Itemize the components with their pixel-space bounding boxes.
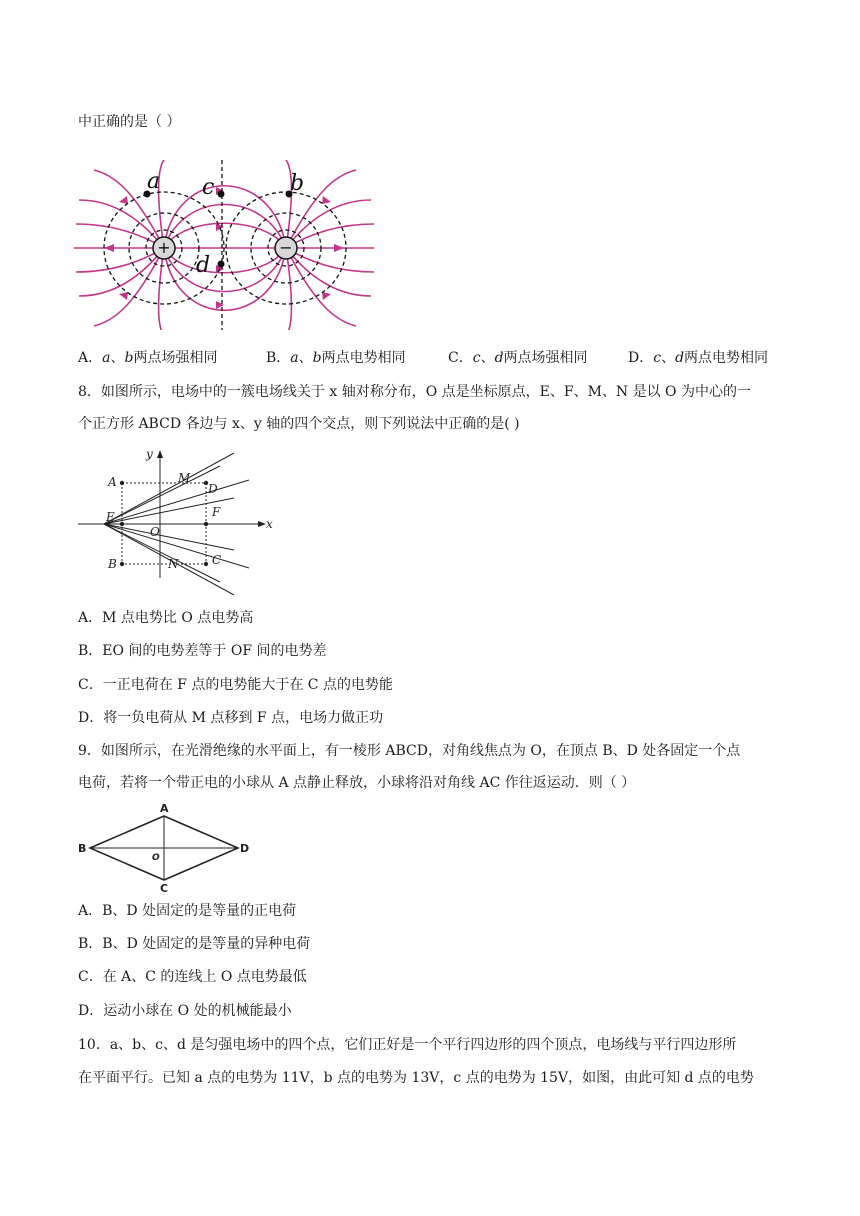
q8-option-b[interactable]: B．EO 间的电势差等于 OF 间的电势差 <box>78 643 327 659</box>
point-a-label: a <box>147 169 161 194</box>
q9-stem-line1: 9．如图所示，在光滑绝缘的水平面上，有一棱形 ABCD，对角线焦点为 O，在顶点 B、D 处各固定一个点 <box>78 743 741 759</box>
point-b-label: b <box>290 171 305 196</box>
point-d-label: d <box>196 253 211 278</box>
vertex-C-label: C <box>160 882 169 892</box>
positive-charge-label: + <box>157 238 171 257</box>
q9-option-a[interactable]: A．B、D 处固定的是等量的正电荷 <box>78 903 297 919</box>
q9-option-d[interactable]: D．运动小球在 O 处的机械能最小 <box>78 1003 292 1019</box>
q7-option-c[interactable]: C．c、d两点场强相同 <box>448 350 588 366</box>
point-O-label: O <box>150 525 160 539</box>
q8-option-a[interactable]: A．M 点电势比 O 点电势高 <box>78 610 254 626</box>
q9-stem-line2: 电荷，若将一个带正电的小球从 A 点静止释放，小球将沿对角线 AC 作往返运动．则（ ） <box>78 775 636 791</box>
point-D-label: D <box>208 482 218 496</box>
q7-option-b[interactable]: B．a、b两点电势相同 <box>266 350 406 366</box>
negative-charge-label: − <box>279 238 293 257</box>
q8-stem-line2: 个正方形 ABCD 各边与 x、y 轴的四个交点，则下列说法中正确的是( ) <box>78 416 520 432</box>
point-N-label: N <box>168 557 179 571</box>
q7-option-a[interactable]: A．a、b两点场强相同 <box>78 350 218 366</box>
vertex-B-label: B <box>78 842 87 855</box>
q10-stem-line1: 10．a、b、c、d 是匀强电场中的四个点，它们正好是一个平行四边形的四个顶点，电场线与平行四边形所 <box>78 1037 737 1053</box>
q10-stem-line2: 在平面平行。已知 a 点的电势为 11V，b 点的电势为 13V，c 点的电势为 15V，如图，由此可知 d 点的电势 <box>78 1070 754 1086</box>
q8-stem-line1: 8．如图所示，电场中的一簇电场线关于 x 轴对称分布，O 点是坐标原点，E、F、M、N 是以 O 为中心的一 <box>78 384 751 400</box>
q7-stem-tail: 中正确的是（ ） <box>78 114 181 130</box>
point-C-label: C <box>212 553 222 567</box>
q9-rhombus-figure <box>74 802 254 892</box>
q8-field-figure <box>74 448 284 598</box>
q9-option-c[interactable]: C．在 A、C 的连线上 O 点电势最低 <box>78 969 307 985</box>
point-E-label: E <box>106 510 115 524</box>
center-O-label: O <box>152 853 160 863</box>
point-A-label: A <box>108 475 117 489</box>
q8-option-c[interactable]: C．一正电荷在 F 点的电势能大于在 C 点的电势能 <box>78 677 393 693</box>
x-axis-label: x <box>266 517 273 531</box>
vertex-A-label: A <box>160 802 169 815</box>
point-M-label: M <box>178 471 191 485</box>
vertex-D-label: D <box>240 842 250 855</box>
point-c-label: c <box>202 175 215 200</box>
point-B-label: B <box>108 557 117 571</box>
point-F-label: F <box>212 505 221 519</box>
q7-option-d[interactable]: D．c、d两点电势相同 <box>628 350 769 366</box>
q7-dipole-figure <box>74 160 374 330</box>
y-axis-label: y <box>146 448 153 461</box>
q8-option-d[interactable]: D．将一负电荷从 M 点移到 F 点，电场力做正功 <box>78 710 384 726</box>
q9-option-b[interactable]: B．B、D 处固定的是等量的异种电荷 <box>78 936 311 952</box>
